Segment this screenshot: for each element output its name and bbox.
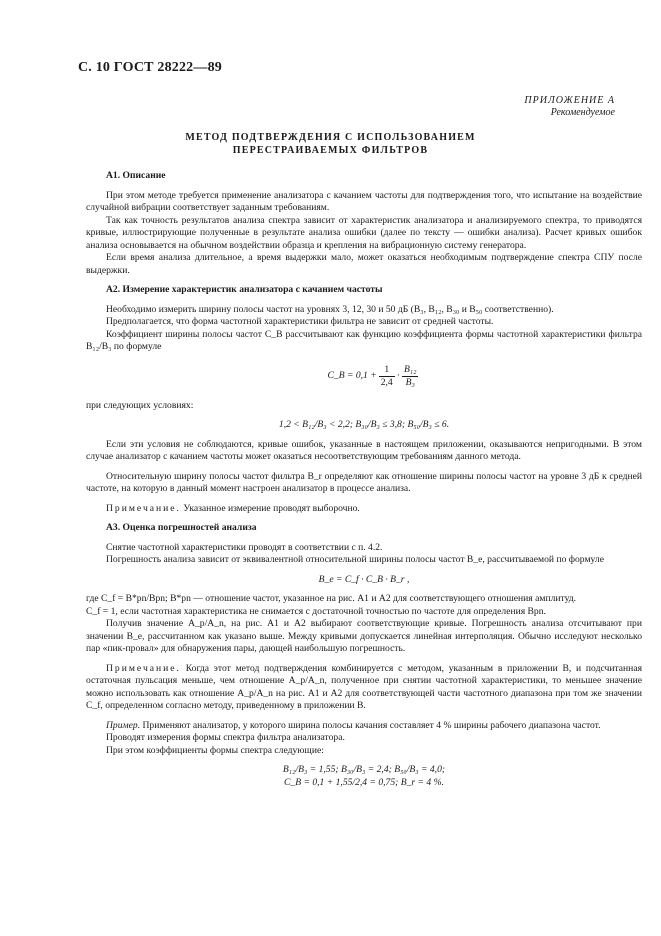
- title-line-2: ПЕРЕСТРАИВАЕМЫХ ФИЛЬТРОВ: [232, 145, 429, 156]
- appendix-label-block: [524, 95, 615, 119]
- result-line-2: C_B = 0,1 + 1,55/2,4 = 0,75; B_r = 4 %.: [284, 776, 444, 788]
- a2-paragraph-2: Предполагается, что форма частотной характеристики фильтра не зависит от средней частоты.: [106, 316, 494, 327]
- a3-paragraph-3: где C_f = B*pn/Bpn; B*pn — отношение частот, указанное на рис. А1 и А2 для соответствующего отношения амплитуд.: [86, 593, 577, 604]
- a1-paragraph-2: Так как точность результатов анализа спектра зависит от характеристик анализатора и анализируемого спектра, то приводятся кривые, иллюстрирующие полученные в результате анализа ошибки (далее по тексту — ошибки анализа). Расчет кривых ошибок анализа основывается на обычном воздействии образца и крепления на вибрационную систему генератора.: [86, 214, 642, 251]
- section-a3-heading: А3. Оценка погрешностей анализа: [106, 522, 257, 533]
- a3-paragraph-1: Снятие частотной характеристики проводят в соответствии с п. 4.2.: [106, 541, 383, 553]
- conditions-formula: 1,2 < B₁₂/B₃ < 2,2; B₃₀/B₃ ≤ 3,8; B₅₀/B₃ ≤ 6.: [278, 419, 450, 430]
- a3-example: Пример. Применяют анализатор, у которого ширина полосы качания составляет 4 % ширины рабочего диапазона частот.: [106, 719, 601, 731]
- a2-paragraph-3: Коэффициент ширины полосы частот C_B рассчитывают как функцию коэффициента формы частотной характеристики фильтра B₁₂/B₃ по формуле: [86, 328, 642, 352]
- a3-paragraph-7: При этом коэффициенты формы спектра следующие:: [106, 744, 324, 756]
- a2-paragraph-1: Необходимо измерить ширину полосы частот на уровнях 3, 12, 30 и 50 дБ (B₃, B₁₂, B₃₀ и B₅₀ соответственно).: [106, 303, 554, 315]
- a1-paragraph-3: Если время анализа длительное, а время выдержки мало, может оказаться необходимым подтверждение спектра СПУ после выдержки.: [86, 252, 642, 276]
- a1-paragraph-1: При этом методе требуется применение анализатора с качанием частоты для подтверждения того, что испытание на воздействие случайной вибрации соответствует заданным требованиям.: [86, 189, 642, 213]
- formula-cb-lhs: C_B = 0,1 +: [327, 370, 377, 382]
- result-line-1: B₁₂/B₃ = 1,55; B₃₀/B₃ = 2,4; B₅₀/B₃ = 4,0;: [282, 764, 446, 775]
- section-a2-heading: А2. Измерение характеристик анализатора с качанием частоты: [106, 284, 383, 295]
- title-line-1: МЕТОД ПОДТВЕРЖДЕНИЯ С ИСПОЛЬЗОВАНИЕМ: [185, 132, 476, 143]
- a2-note: Примечание. Указанное измерение проводят выборочно.: [106, 502, 360, 514]
- a3-paragraph-5: Получив значение A_p/A_n, на рис. А1 и А2 выбирают соответствующие кривые. Погрешность анализа отсчитывают при значении B_e, рассчитанном как указано выше. Между кривыми допускается линейная интерполяция. Обычно исследуют несколько пар «пик-провал» для обнаружения пары, дающей наибольшую погрешность.: [86, 618, 642, 654]
- document-body: [86, 170, 642, 789]
- page-header: С. 10 ГОСТ 28222—89: [78, 60, 222, 75]
- formula-fraction-1: $\frac{1}{2,4}$: [380, 364, 393, 388]
- section-a1-heading: А1. Описание: [106, 170, 166, 181]
- appendix-label: ПРИЛОЖЕНИЕ А: [524, 95, 615, 106]
- a2-paragraph-5: Относительную ширину полосы частот фильтра B_r определяют как отношение ширины полосы частот на уровне 3 дБ к средней частоте, на которую в данный момент настроен анализатор в процессе анализа.: [86, 470, 642, 494]
- a3-paragraph-6: Проводят измерения формы спектра фильтра анализатора.: [106, 732, 345, 743]
- a3-note: Примечание. Когда этот метод подтверждения комбинируется с методом, указанным в приложении В, и подсчитанная остаточная пульсация меньше, чем отношение A_p/A_n, полученное при снятии частотной характеристики, то меньшее значение можно использовать как отношение A_p/A_n на рис. А1 и А2 для соответствующей части частотного диапазона при том же значении C_f, определенном согласно методу, приведенному в приложении В.: [86, 662, 642, 711]
- document-title: [0, 131, 661, 157]
- a3-paragraph-2: Погрешность анализа зависит от эквивалентной относительной ширины полосы частот B_e, рассчитываемой по формуле: [106, 554, 604, 565]
- a3-paragraph-4: C_f = 1, если частотная характеристика не снимается с достаточной точностью по частоте для определения Bpn.: [86, 605, 546, 617]
- formula-fraction-2: $\frac{\text{B₁₂}}{\text{B₃}}$: [403, 364, 417, 388]
- appendix-status: Рекомендуемое: [550, 107, 615, 118]
- conditions-intro: при следующих условиях:: [86, 399, 194, 411]
- formula-cb: C_B = 0,1 + $\frac{1}{2,4}$ · $\frac{\text{B₁₂}}{\text{B₃}}$: [327, 364, 417, 388]
- formula-be: B_e = C_f · C_B · B_r ,: [318, 573, 410, 585]
- a2-paragraph-4: Если эти условия не соблюдаются, кривые ошибок, указанные в настоящем приложении, оказываются непригодными. В этом случае анализатор с качанием частоты может оказаться несоответствующим требованиям данного метода.: [86, 438, 642, 462]
